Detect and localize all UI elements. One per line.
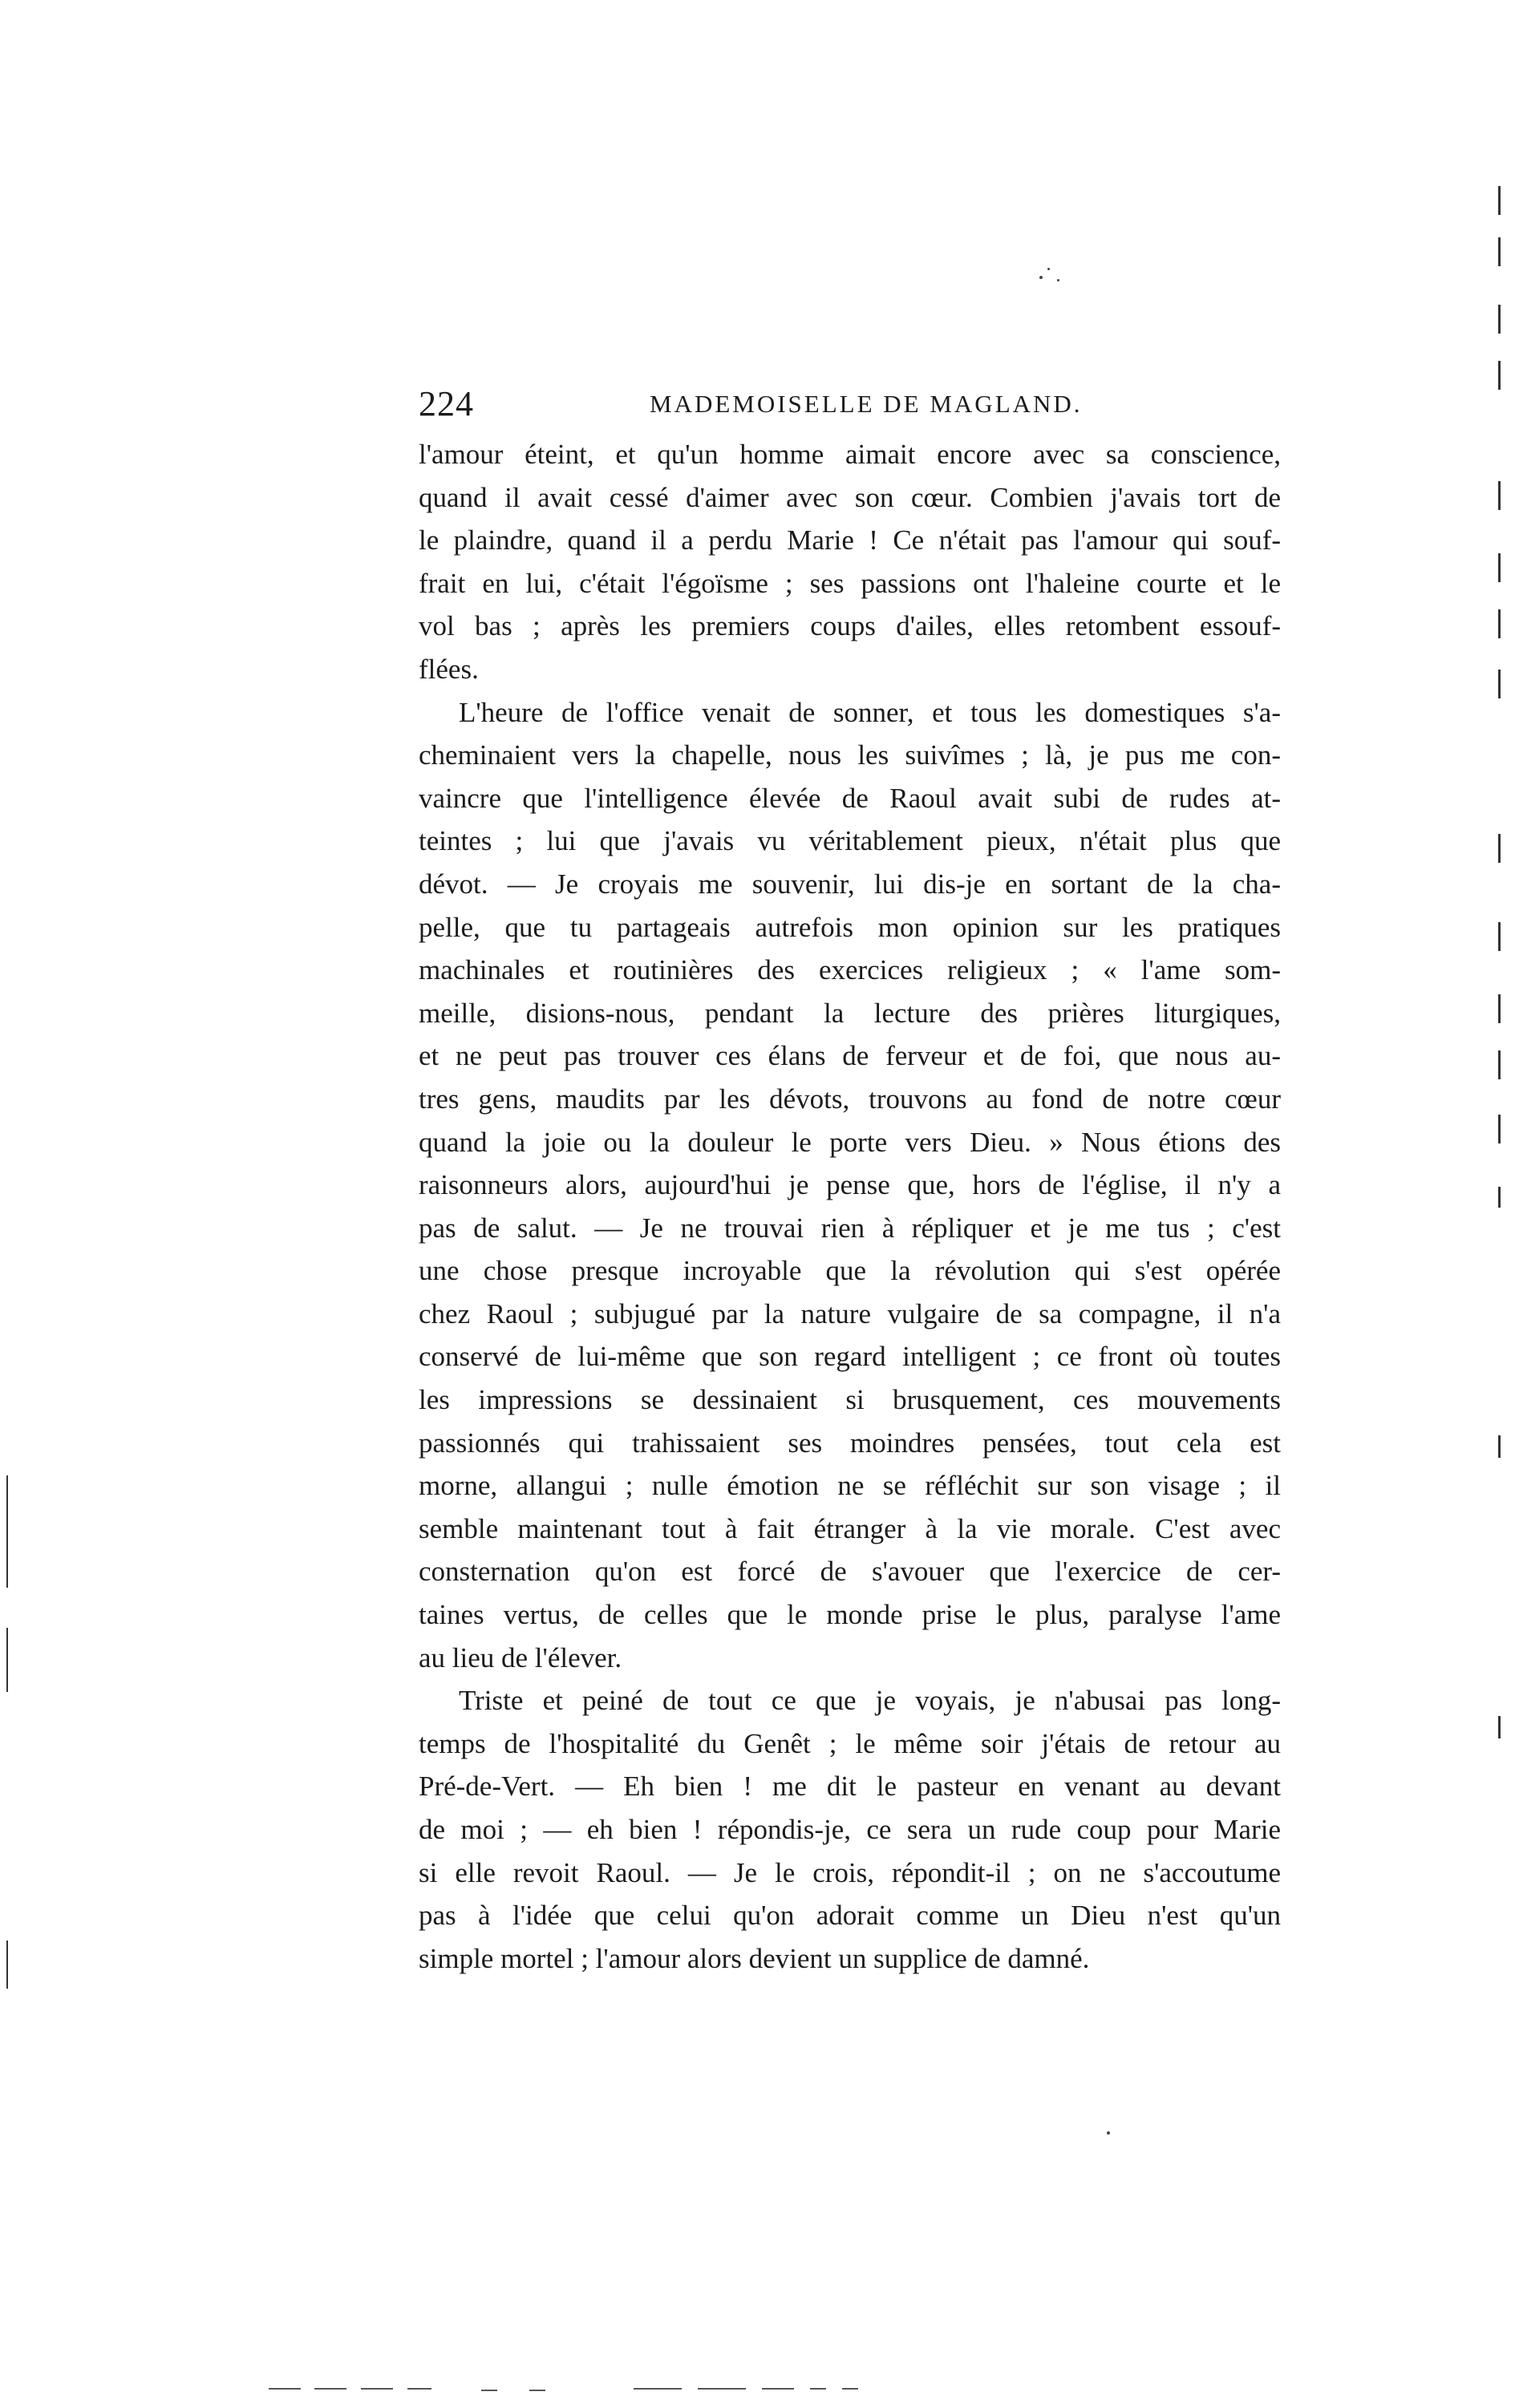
text-line: pas de salut. — Je ne trouvai rien à répliquer et je me tus ; c'est — [419, 1212, 1281, 1244]
text-line: passionnés qui trahissaient ses moindres pensées, tout cela est — [419, 1427, 1281, 1459]
scan-bottom-edge — [361, 2388, 393, 2390]
text-line: semble maintenant tout à fait étranger à la vie morale. C'est avec — [419, 1512, 1281, 1544]
text-line: morne, allangui ; nulle émotion ne se réfléchit sur son visage ; il — [419, 1470, 1281, 1502]
text-line: temps de l'hospitalité du Genêt ; le même soir j'étais de retour au — [419, 1727, 1281, 1759]
scan-bottom-edge — [269, 2388, 301, 2390]
text-line: raisonneurs alors, aujourd'hui je pense que, hors de l'église, il n'y a — [419, 1169, 1281, 1201]
scan-edge-mark — [1498, 994, 1501, 1023]
text-line: si elle revoit Raoul. — Je le crois, répondit-il ; on ne s'accoutume — [419, 1856, 1281, 1888]
running-title: MADEMOISELLE DE MAGLAND. — [650, 390, 1083, 418]
scan-edge-mark — [1498, 1187, 1501, 1208]
text-line: au lieu de l'élever. — [419, 1641, 622, 1673]
text-line: vol bas ; après les premiers coups d'ailes, elles retombent essouf- — [419, 610, 1281, 642]
text-line: Triste et peiné de tout ce que je voyais, je n'abusai pas long- — [459, 1685, 1281, 1717]
text-line: tres gens, maudits par les dévots, trouvons au fond de notre cœur — [419, 1083, 1281, 1115]
scan-bottom-edge — [634, 2388, 682, 2390]
text-line: L'heure de l'office venait de sonner, et tous les domestiques s'a- — [459, 696, 1281, 728]
scan-bottom-edge — [481, 2390, 497, 2391]
page-number: 224 — [419, 384, 474, 423]
scan-edge-mark — [1498, 922, 1501, 951]
paragraph-1 — [419, 433, 1281, 691]
scan-edge-mark — [6, 1628, 8, 1692]
scan-speck — [1047, 268, 1050, 270]
scan-bottom-edge — [842, 2388, 858, 2390]
text-line: taines vertus, de celles que le monde prise le plus, paralyse l'ame — [419, 1599, 1281, 1631]
text-line: pas à l'idée que celui qu'on adorait comme un Dieu n'est qu'un — [419, 1900, 1281, 1932]
text-line: consternation qu'on est forcé de s'avouer que l'exercice de cer- — [419, 1556, 1281, 1588]
scan-edge-mark — [1498, 481, 1501, 510]
scan-bottom-edge — [762, 2388, 794, 2390]
scan-edge-mark — [1498, 670, 1501, 698]
text-line: chez Raoul ; subjugué par la nature vulgaire de sa compagne, il n'a — [419, 1297, 1281, 1329]
text-line: machinales et routinières des exercices religieux ; « l'ame som- — [419, 954, 1281, 986]
text-line: et ne peut pas trouver ces élans de ferveur et de foi, que nous au- — [419, 1040, 1281, 1072]
scan-edge-mark — [6, 1475, 8, 1588]
text-line: de moi ; — eh bien ! répondis-je, ce sera un rude coup pour Marie — [419, 1814, 1281, 1845]
scan-edge-mark — [1498, 1050, 1501, 1079]
scan-edge-mark — [1498, 609, 1501, 638]
body-text — [419, 433, 1281, 1980]
text-line: frait en lui, c'était l'égoïsme ; ses passions ont l'haleine courte et le — [419, 567, 1281, 599]
text-line: vaincre que l'intelligence élevée de Raoul avait subi de rudes at- — [419, 782, 1281, 814]
text-line: meille, disions-nous, pendant la lecture des prières liturgiques, — [419, 997, 1281, 1029]
scan-bottom-edge — [407, 2388, 431, 2390]
text-line: l'amour éteint, et qu'un homme aimait encore avec sa conscience, — [419, 439, 1281, 470]
paragraph-2 — [419, 691, 1281, 1680]
scan-speck — [1039, 276, 1043, 279]
text-line: quand il avait cessé d'aimer avec son cœur. Combien j'avais tort de — [419, 481, 1281, 513]
scan-edge-mark — [6, 1941, 8, 1989]
scan-speck — [1107, 2131, 1110, 2135]
text-line: cheminaient vers la chapelle, nous les suivîmes ; là, je pus me con- — [419, 739, 1281, 771]
text-line: quand la joie ou la douleur le porte vers Dieu. » Nous étions des — [419, 1126, 1281, 1158]
text-line: les impressions se dessinaient si brusquement, ces mouvements — [419, 1384, 1281, 1416]
scan-speck — [1057, 279, 1059, 281]
text-line: conservé de lui-même que son regard intelligent ; ce front où toutes — [419, 1341, 1281, 1373]
scan-edge-mark — [1498, 553, 1501, 582]
text-line: simple mortel ; l'amour alors devient un supplice de damné. — [419, 1942, 1090, 1974]
scan-edge-mark — [1498, 237, 1501, 266]
scan-bottom-edge — [810, 2388, 826, 2390]
text-line: flées. — [419, 653, 479, 685]
scan-edge-mark — [1498, 1435, 1501, 1458]
scan-edge-mark — [1498, 361, 1501, 390]
paragraph-3 — [419, 1679, 1281, 1980]
scan-bottom-edge — [314, 2388, 346, 2390]
scan-edge-mark — [1498, 1716, 1501, 1738]
text-line: le plaindre, quand il a perdu Marie ! Ce n'était pas l'amour qui souf- — [419, 524, 1281, 556]
text-line: dévot. — Je croyais me souvenir, lui dis-je en sortant de la cha- — [419, 868, 1281, 900]
text-line: teintes ; lui que j'avais vu véritablement pieux, n'était plus que — [419, 825, 1281, 857]
text-line: une chose presque incroyable que la révolution qui s'est opérée — [419, 1255, 1281, 1287]
scan-edge-mark — [1498, 186, 1501, 215]
scan-edge-mark — [1498, 305, 1501, 334]
running-head — [419, 383, 1301, 431]
scan-bottom-edge — [698, 2388, 746, 2390]
text-line: pelle, que tu partageais autrefois mon opinion sur les pratiques — [419, 911, 1281, 943]
scan-bottom-edge — [529, 2390, 545, 2391]
scan-edge-mark — [1498, 1115, 1501, 1143]
scan-edge-mark — [1498, 834, 1501, 863]
text-line: Pré-de-Vert. — Eh bien ! me dit le pasteur en venant au devant — [419, 1771, 1281, 1803]
